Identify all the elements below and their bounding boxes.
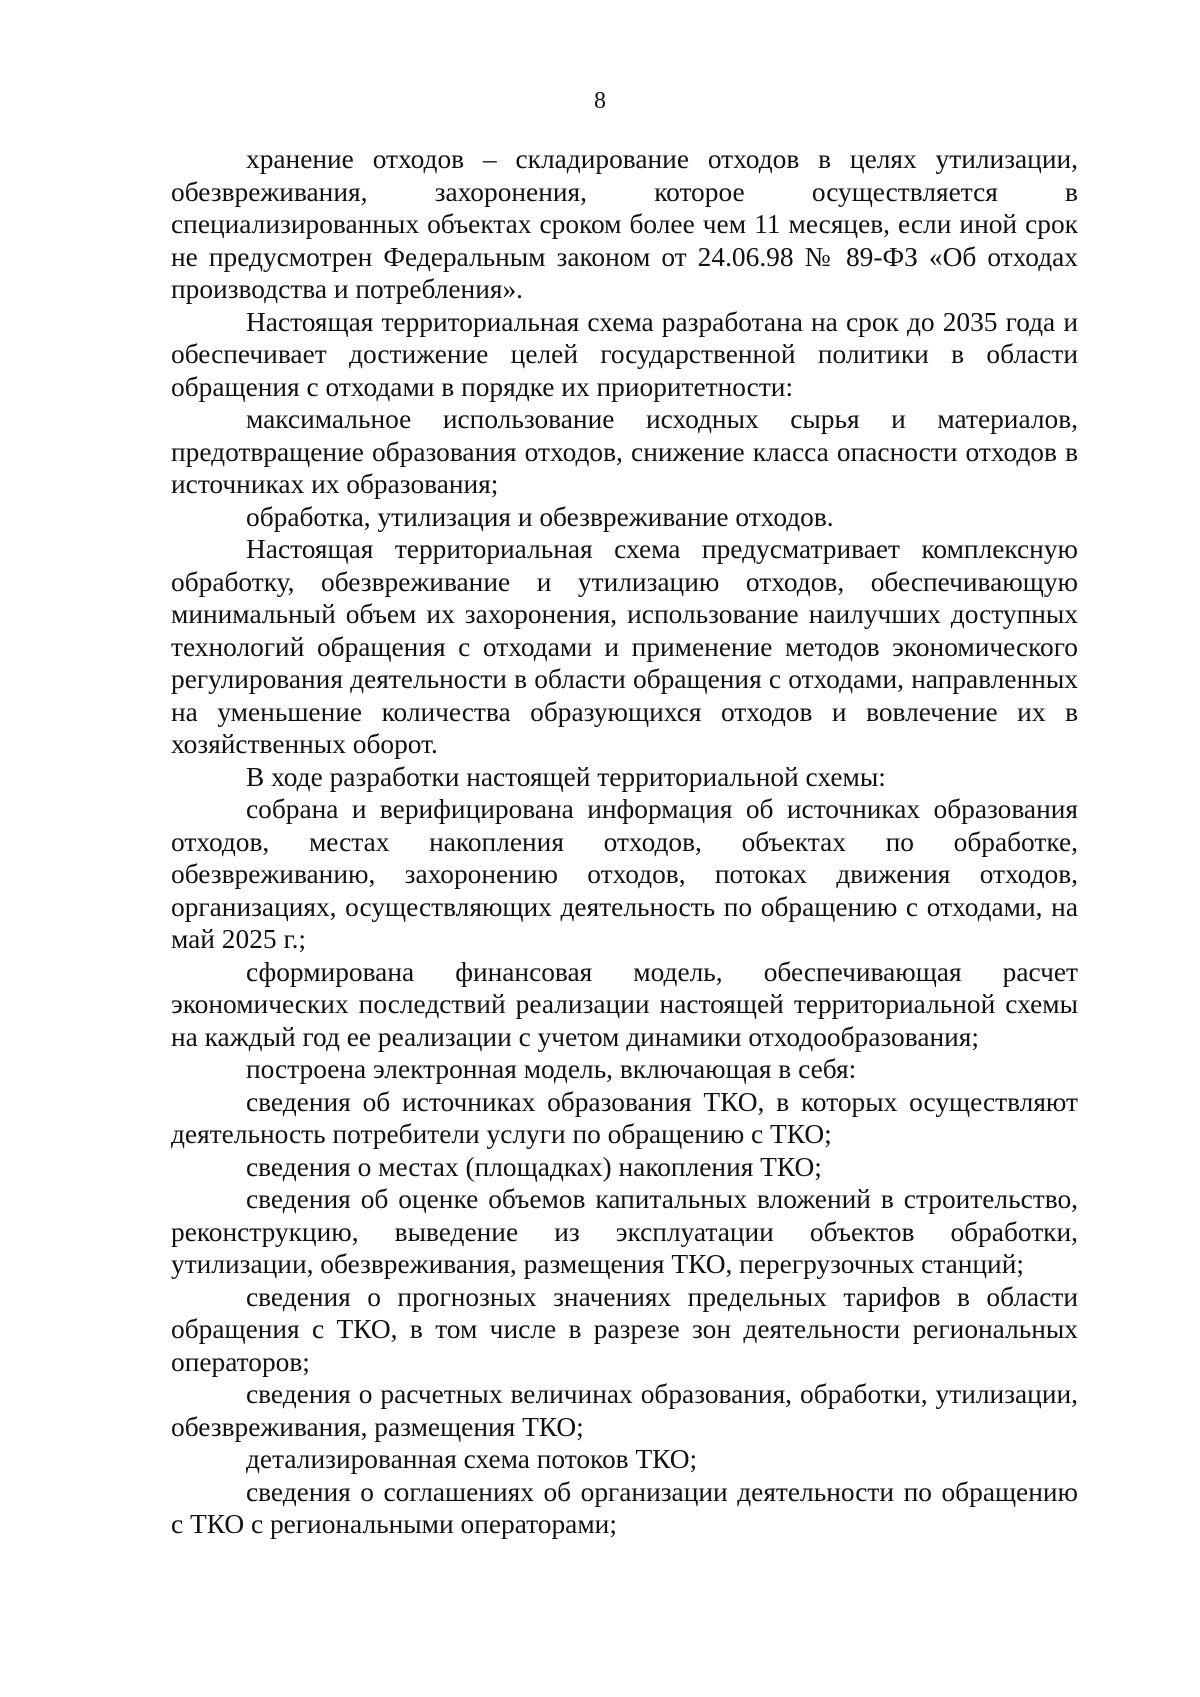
paragraph-info-collected: собрана и верифицирована информация об источниках образования отходов, местах накопления отходов, объектах по обработке, обезвреживанию, захоронению отходов, потоках движения отходов, организациях, осуществляющих деятельность по обращению с отходами, на май 2025 г.; bbox=[171, 794, 1078, 954]
paragraph-calculated-values: сведения о расчетных величинах образования, обработки, утилизации, обезвреживания, размещения ТКО; bbox=[171, 1379, 1078, 1442]
paragraph-scheme-provisions: Настоящая территориальная схема предусматривает комплексную обработку, обезвреживание и утилизацию отходов, обеспечивающую минимальный объем их захоронения, использование наилучших доступных технологий обращения с отходами и применение методов экономического регулирования деятельности в области обращения с отходами, направленных на уменьшение количества образующихся отходов и вовлечение их в хозяйственных оборот. bbox=[171, 534, 1078, 759]
paragraph-operator-agreements: сведения о соглашениях об организации деятельности по обращению с ТКО с региональными операторами; bbox=[171, 1476, 1078, 1539]
paragraph-tariff-forecast: сведения о прогнозных значениях предельных тарифов в области обращения с ТКО, в том числе в разрезе зон деятельности региональных операторов; bbox=[171, 1281, 1078, 1377]
paragraph-financial-model: сформирована финансовая модель, обеспечивающая расчет экономических последствий реализации настоящей территориальной схемы на каждый год ее реализации с учетом динамики отходообразования; bbox=[171, 956, 1078, 1052]
paragraph-flow-scheme: детализированная схема потоков ТКО; bbox=[246, 1444, 698, 1474]
paragraph-scheme-term: Настоящая территориальная схема разработана на срок до 2035 года и обеспечивает достижение целей государственной политики в области обращения с отходами в порядке их приоритетности: bbox=[171, 306, 1078, 402]
paragraph-electronic-model: построена электронная модель, включающая в себя: bbox=[246, 1054, 857, 1084]
paragraph-capital-investment: сведения об оценке объемов капитальных вложений в строительство, реконструкцию, выведение из эксплуатации объектов обработки, утилизации, обезвреживания, размещения ТКО, перегрузочных станций; bbox=[171, 1184, 1078, 1279]
paragraph-accumulation-sites: сведения о местах (площадках) накопления ТКО; bbox=[246, 1151, 822, 1182]
paragraph-waste-storage-definition: хранение отходов – складирование отходов в целях утилизации, обезвреживания, захоронения, которое осуществляется в специализированных объектах сроком более чем 11 месяцев, если иной срок не предусмотрен Федеральным законом от 24.06.98 № 89-ФЗ «Об отходах производства и потребления». bbox=[171, 144, 1078, 304]
paragraph-development-intro: В ходе разработки настоящей территориальной схемы: bbox=[246, 761, 886, 792]
paragraph-priority-max-use: максимальное использование исходных сырья и материалов, предотвращение образования отходов, снижение класса опасности отходов в источниках их образования; bbox=[171, 404, 1078, 499]
paragraph-sources-info: сведения об источниках образования ТКО, в которых осуществляют деятельность потребители услуги по обращению с ТКО; bbox=[171, 1086, 1078, 1149]
document-body bbox=[171, 143, 1078, 1541]
page-number: 8 bbox=[594, 88, 606, 114]
paragraph-priority-processing: обработка, утилизация и обезвреживание отходов. bbox=[246, 501, 834, 532]
